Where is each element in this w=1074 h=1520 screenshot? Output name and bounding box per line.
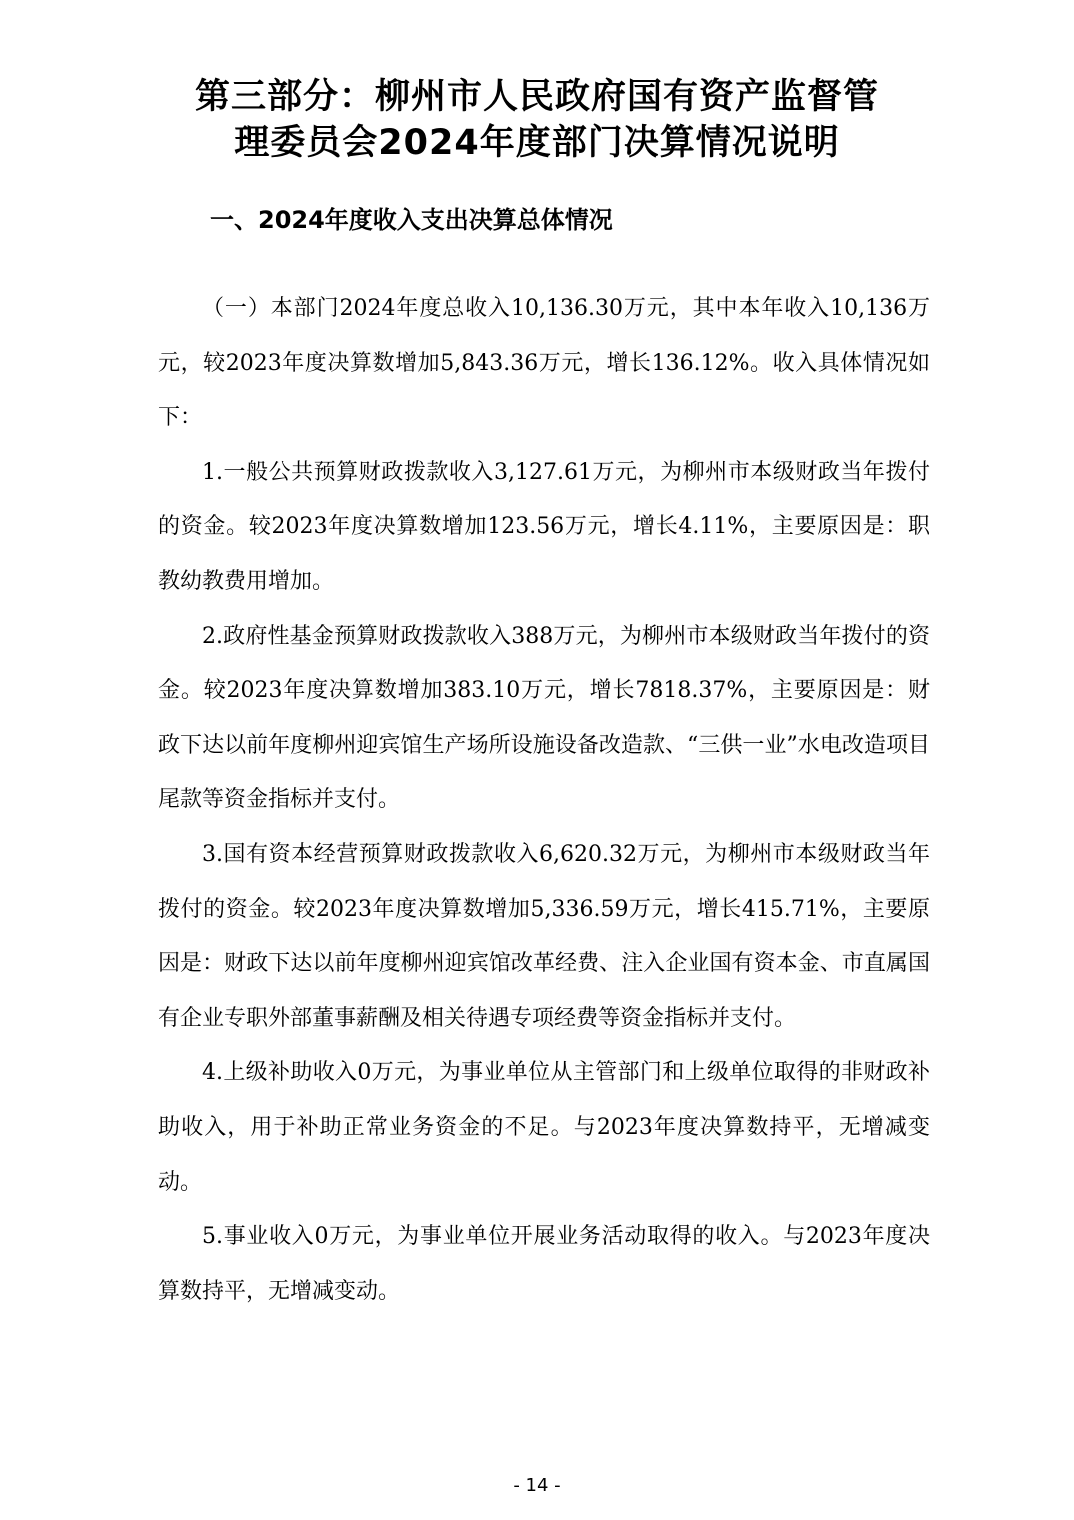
paragraph-general-budget: 1.一般公共预算财政拨款收入3,127.61万元，为柳州市本级财政当年拨付的资金。较2023年度决算数增加123.56万元，增长4.11%，主要原因是：职教幼教费用增加。 [158, 459, 930, 594]
page-title-line-1: 第三部分：柳州市人民政府国有资产监督管 [194, 77, 879, 117]
section-heading: 一、2024年度收入支出决算总体情况 [210, 206, 613, 234]
paragraph-business-income: 5.事业收入0万元，为事业单位开展业务活动取得的收入。与2023年度决算数持平，无增减变动。 [158, 1224, 930, 1304]
paragraph-superior-subsidy: 4.上级补助收入0万元，为事业单位从主管部门和上级单位取得的非财政补助收入，用于补助正常业务资金的不足。与2023年度决算数持平，无增减变动。 [158, 1060, 930, 1195]
paragraph-state-capital: 3.国有资本经营预算财政拨款收入6,620.32万元，为柳州市本级财政当年拨付的资金。较2023年度决算数增加5,336.59万元，增长415.71%，主要原因是：财政下达以前年度柳州迎宾馆改革经费、注入企业国有资本金、市直属国有企业专职外部董事薪酬及相关待遇专项经费等资金指标并支付。 [158, 841, 930, 1031]
paragraph-government-fund: 2.政府性基金预算财政拨款收入388万元，为柳州市本级财政当年拨付的资金。较2023年度决算数增加383.10万元，增长7818.37%，主要原因是：财政下达以前年度柳州迎宾馆生产场所设施设备改造款、“三供一业”水电改造项目尾款等资金指标并支付。 [158, 623, 930, 813]
paragraph-total-income: （一）本部门2024年度总收入10,136.30万元，其中本年收入10,136万元，较2023年度决算数增加5,843.36万元，增长136.12%。收入具体情况如下： [158, 296, 930, 431]
document-body [158, 282, 930, 1319]
page-title [0, 74, 1074, 166]
page-number: - 14 - [513, 1475, 561, 1496]
page-title-line-2: 理委员会2024年度部门决算情况说明 [234, 123, 840, 163]
